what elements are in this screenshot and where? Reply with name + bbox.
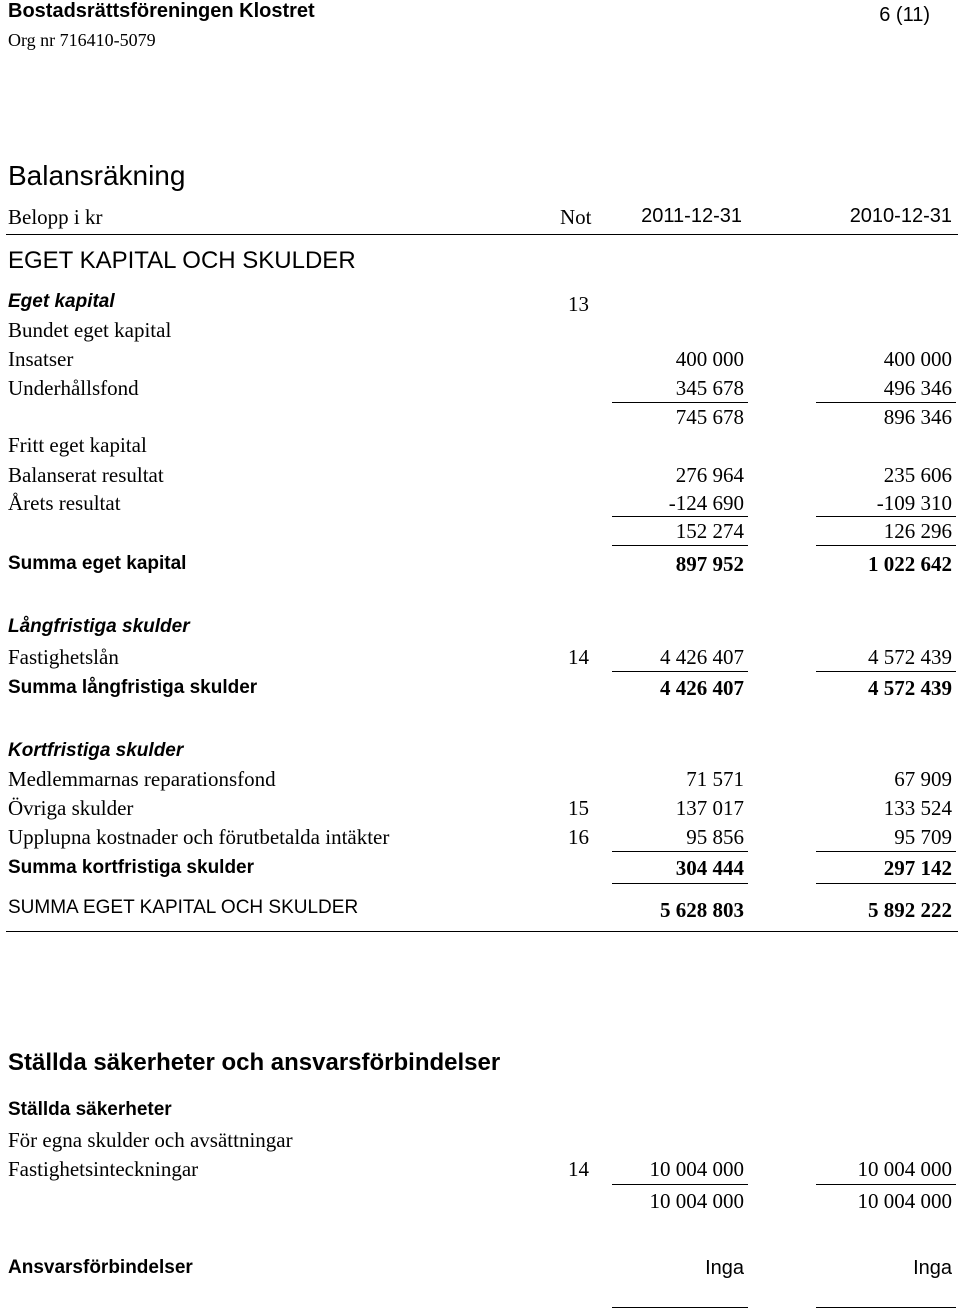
equity-total-2010: 1 022 642 (868, 552, 952, 576)
subtotal-rule (816, 516, 956, 517)
note-column-header: Not (560, 205, 592, 229)
contingent-2011: Inga (705, 1257, 744, 1279)
pledges-title: Ställda säkerheter och ansvarsförbindelser (8, 1049, 501, 1076)
subtotal-rule (612, 402, 748, 403)
row-value-underhallsfond-2010: 496 346 (883, 376, 952, 400)
equity-total-2011: 897 952 (675, 552, 744, 576)
section-title: EGET KAPITAL OCH SKULDER (8, 247, 356, 274)
row-value-inteckningar-2011: 10 004 000 (649, 1157, 744, 1181)
subtotal-rule (816, 671, 956, 672)
row-label-medlemmarnas-reparationsfond: Medlemmarnas reparationsfond (8, 767, 276, 791)
row-value-balanserat-2011: 276 964 (675, 463, 744, 487)
pledges-sum-2011: 10 004 000 (649, 1189, 744, 1213)
row-value-insatser-2011: 400 000 (675, 347, 744, 371)
pledges-sum-2010: 10 004 000 (857, 1189, 952, 1213)
equity-heading: Eget kapital (8, 291, 115, 312)
subtotal-rule (816, 545, 956, 546)
subtotal-rule (612, 516, 748, 517)
year-column-2011: 2011-12-31 (641, 205, 742, 227)
fastighetslan-note: 14 (568, 645, 589, 669)
longterm-heading: Långfristiga skulder (8, 616, 190, 637)
row-value-upplupna-2011: 95 856 (686, 825, 744, 849)
amount-unit-label: Belopp i kr (8, 205, 103, 229)
subtotal-rule (816, 402, 956, 403)
contingent-label: Ansvarsförbindelser (8, 1257, 193, 1278)
subtotal-rule (816, 851, 956, 852)
ovriga-skulder-note: 15 (568, 796, 589, 820)
row-label-arets-resultat: Årets resultat (8, 491, 121, 515)
row-label-underhallsfond: Underhållsfond (8, 376, 139, 400)
pledges-sub-heading: Ställda säkerheter (8, 1099, 172, 1120)
row-value-ovriga-2011: 137 017 (675, 796, 744, 820)
longterm-total-label: Summa långfristiga skulder (8, 677, 258, 698)
row-value-ovriga-2010: 133 524 (883, 796, 952, 820)
row-value-balanserat-2010: 235 606 (883, 463, 952, 487)
subtotal-rule (612, 851, 748, 852)
restricted-sum-2010: 896 346 (883, 405, 952, 429)
row-value-medlemmarnas-2011: 71 571 (686, 767, 744, 791)
row-value-fastighetslan-2010: 4 572 439 (868, 645, 952, 669)
row-label-balanserat-resultat: Balanserat resultat (8, 463, 164, 487)
own-debts-heading: För egna skulder och avsättningar (8, 1128, 293, 1152)
year-column-2010: 2010-12-31 (849, 205, 952, 227)
row-label-upplupna-kostnader: Upplupna kostnader och förutbetalda intäkter (8, 825, 390, 849)
subtotal-rule (816, 1184, 956, 1185)
free-sum-2011: 152 274 (675, 519, 744, 543)
page-title: Balansräkning (8, 160, 186, 191)
subtotal-rule (612, 671, 748, 672)
longterm-total-2011: 4 426 407 (660, 676, 744, 700)
subtotal-rule (816, 1307, 956, 1308)
subtotal-rule (612, 883, 748, 884)
grand-total-label: SUMMA EGET KAPITAL OCH SKULDER (8, 897, 359, 918)
grand-total-2011: 5 628 803 (660, 898, 744, 922)
row-value-fastighetslan-2011: 4 426 407 (660, 645, 744, 669)
row-label-fastighetslan: Fastighetslån (8, 645, 119, 669)
row-value-medlemmarnas-2010: 67 909 (894, 767, 952, 791)
free-sum-2010: 126 296 (883, 519, 952, 543)
row-value-underhallsfond-2011: 345 678 (675, 376, 744, 400)
shortterm-total-2011: 304 444 (675, 856, 744, 880)
restricted-equity-heading: Bundet eget kapital (8, 318, 172, 342)
contingent-2010: Inga (913, 1257, 952, 1279)
fastighetsinteckningar-note: 14 (568, 1157, 589, 1181)
row-value-arets-resultat-2010: -109 310 (876, 491, 952, 515)
row-label-ovriga-skulder: Övriga skulder (8, 796, 134, 820)
grand-total-rule (6, 931, 958, 932)
subtotal-rule (612, 1184, 748, 1185)
organization-number: Org nr 716410-5079 (8, 30, 156, 50)
subtotal-rule (816, 883, 956, 884)
shortterm-total-label: Summa kortfristiga skulder (8, 857, 255, 878)
restricted-sum-2011: 745 678 (675, 405, 744, 429)
equity-note: 13 (568, 292, 589, 316)
free-equity-heading: Fritt eget kapital (8, 433, 147, 457)
grand-total-2010: 5 892 222 (868, 898, 952, 922)
upplupna-note: 16 (568, 825, 589, 849)
row-label-fastighetsinteckningar: Fastighetsinteckningar (8, 1157, 199, 1181)
subtotal-rule (612, 1307, 748, 1308)
row-value-insatser-2010: 400 000 (883, 347, 952, 371)
row-value-upplupna-2010: 95 709 (894, 825, 952, 849)
row-value-inteckningar-2010: 10 004 000 (857, 1157, 952, 1181)
row-value-arets-resultat-2011: -124 690 (668, 491, 744, 515)
organization-name: Bostadsrättsföreningen Klostret (8, 0, 315, 22)
row-label-insatser: Insatser (8, 347, 74, 371)
page-number: 6 (11) (879, 4, 930, 26)
header-rule (6, 234, 958, 235)
subtotal-rule (612, 545, 748, 546)
shortterm-heading: Kortfristiga skulder (8, 740, 184, 761)
longterm-total-2010: 4 572 439 (868, 676, 952, 700)
equity-total-label: Summa eget kapital (8, 553, 187, 574)
shortterm-total-2010: 297 142 (883, 856, 952, 880)
